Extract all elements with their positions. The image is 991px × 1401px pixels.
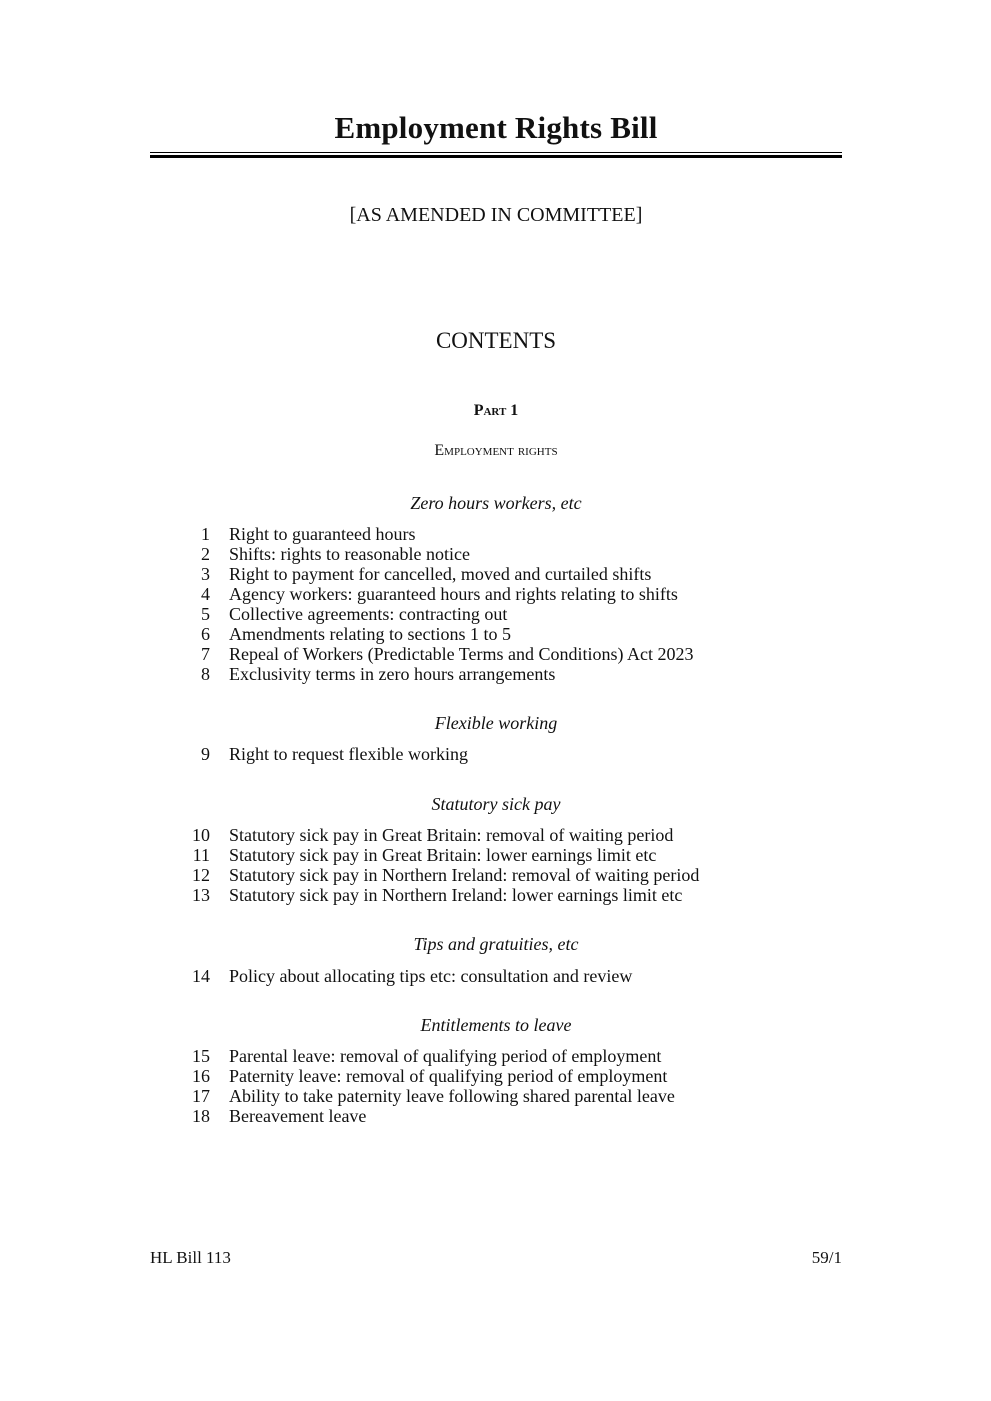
toc-entry[interactable] — [150, 825, 842, 845]
section-heading: Tips and gratuities, etc — [413, 934, 579, 954]
entry-number: 17 — [192, 1086, 210, 1106]
toc-entry[interactable] — [150, 664, 842, 684]
entry-number: 15 — [192, 1046, 210, 1066]
toc-entry[interactable] — [150, 524, 842, 544]
part-title: Employment rights — [434, 442, 558, 459]
entry-title: Statutory sick pay in Northern Ireland: removal of waiting period — [229, 865, 700, 885]
bill-status: [AS AMENDED IN COMMITTEE] — [349, 204, 643, 226]
entry-title: Bereavement leave — [229, 1106, 367, 1126]
toc-entries — [150, 825, 842, 905]
entry-number: 11 — [192, 845, 210, 865]
toc-entry[interactable] — [150, 564, 842, 584]
entry-number: 2 — [201, 544, 210, 564]
toc-entry[interactable] — [150, 1066, 842, 1086]
entry-number: 16 — [192, 1066, 210, 1086]
entry-number: 10 — [192, 825, 210, 845]
toc-entry[interactable] — [150, 604, 842, 624]
entry-title: Agency workers: guaranteed hours and rights relating to shifts — [229, 584, 678, 604]
section-heading: Flexible working — [434, 713, 558, 733]
footer-bill-reference: HL Bill 113 — [150, 1248, 231, 1267]
toc-entry[interactable] — [150, 885, 842, 905]
section-heading: Statutory sick pay — [431, 794, 561, 814]
toc-entry[interactable] — [150, 544, 842, 564]
toc-entries — [150, 524, 842, 684]
toc-entry[interactable] — [150, 1086, 842, 1106]
entry-title: Right to request flexible working — [229, 744, 468, 764]
entry-title: Shifts: rights to reasonable notice — [229, 544, 470, 564]
entry-title: Statutory sick pay in Northern Ireland: lower earnings limit etc — [229, 885, 683, 905]
entry-number: 18 — [192, 1106, 210, 1126]
section-heading: Zero hours workers, etc — [410, 493, 582, 513]
entry-title: Paternity leave: removal of qualifying period of employment — [229, 1066, 668, 1086]
entry-number: 3 — [201, 564, 210, 584]
title-rule-thick — [150, 155, 842, 158]
entry-number: 4 — [201, 584, 210, 604]
entry-number: 5 — [201, 604, 210, 624]
entry-title: Exclusivity terms in zero hours arrangements — [229, 664, 556, 684]
entry-title: Right to guaranteed hours — [229, 524, 416, 544]
toc-entry[interactable] — [150, 1046, 842, 1066]
entry-number: 9 — [201, 744, 210, 764]
bill-title: Employment Rights Bill — [334, 110, 658, 145]
toc-entries — [150, 744, 842, 764]
toc-entry[interactable] — [150, 624, 842, 644]
entry-title: Ability to take paternity leave following shared parental leave — [229, 1086, 675, 1106]
entry-title: Policy about allocating tips etc: consultation and review — [229, 966, 633, 986]
contents-heading: CONTENTS — [435, 328, 557, 353]
toc-entry[interactable] — [150, 1106, 842, 1126]
entry-title: Amendments relating to sections 1 to 5 — [229, 624, 511, 644]
entry-number: 12 — [192, 865, 210, 885]
entry-number: 13 — [192, 885, 210, 905]
title-rule-thin — [150, 152, 842, 153]
toc-entry[interactable] — [150, 644, 842, 664]
toc-entry[interactable] — [150, 845, 842, 865]
entry-number: 14 — [192, 966, 210, 986]
toc-entry[interactable] — [150, 584, 842, 604]
entry-title: Right to payment for cancelled, moved and curtailed shifts — [229, 564, 652, 584]
entry-number: 8 — [201, 664, 210, 684]
entry-number: 6 — [201, 624, 210, 644]
entry-number: 1 — [201, 524, 210, 544]
footer-print-reference: 59/1 — [811, 1248, 842, 1267]
toc-entry[interactable] — [150, 865, 842, 885]
toc-entries — [150, 1046, 842, 1126]
entry-title: Statutory sick pay in Great Britain: lower earnings limit etc — [229, 845, 657, 865]
entry-title: Parental leave: removal of qualifying period of employment — [229, 1046, 662, 1066]
entry-number: 7 — [201, 644, 210, 664]
entry-title: Repeal of Workers (Predictable Terms and Conditions) Act 2023 — [229, 644, 694, 664]
toc-entry[interactable] — [150, 966, 842, 986]
section-heading: Entitlements to leave — [420, 1015, 572, 1035]
toc-entry[interactable] — [150, 744, 842, 764]
entry-title: Collective agreements: contracting out — [229, 604, 508, 624]
toc-entries — [150, 966, 842, 986]
part-label: Part 1 — [473, 402, 519, 419]
entry-title: Statutory sick pay in Great Britain: removal of waiting period — [229, 825, 674, 845]
